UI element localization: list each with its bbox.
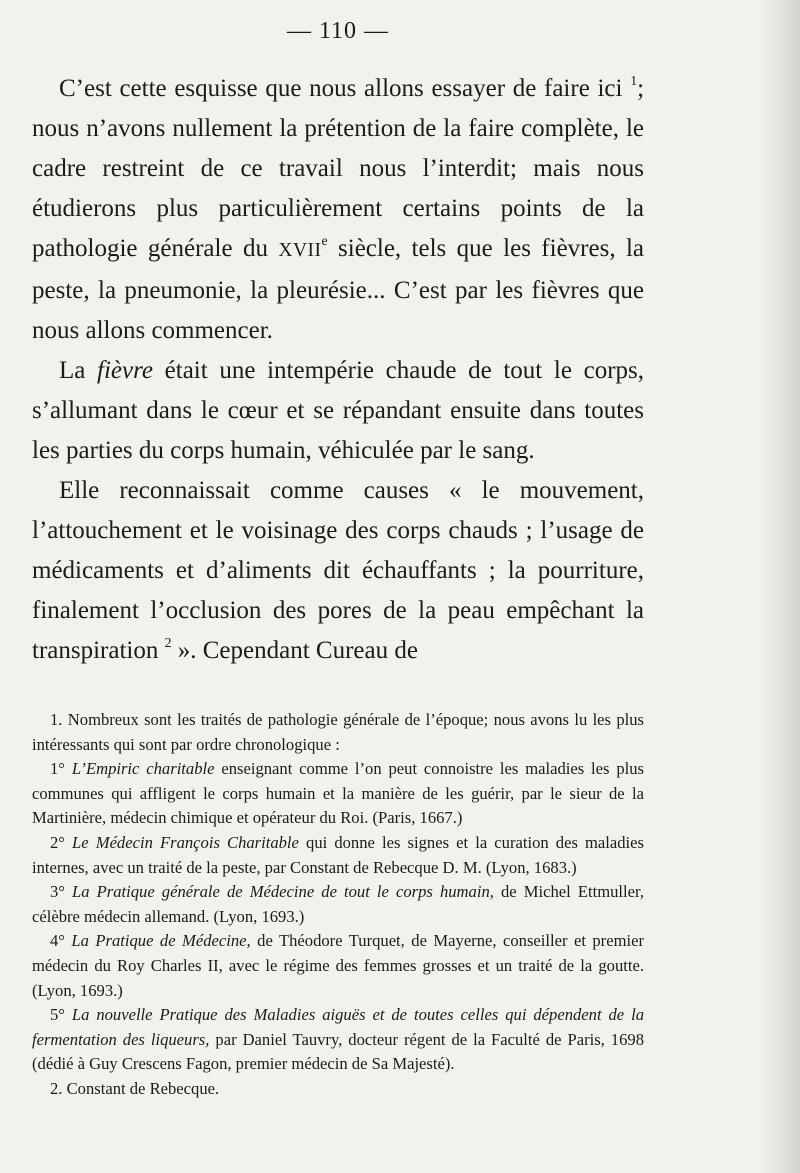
- footnote-2-marker: 2.: [50, 1078, 63, 1098]
- paragraph-2-text-b: était une intempérie chaude de tout le corps, s’allumant dans le cœur et se répandant ensuite dans toutes les parties du corps humain, véhiculée par le sang.: [32, 357, 644, 464]
- paragraph-1: [32, 69, 644, 351]
- paragraph-3-text-a: Elle reconnaissait comme causes « le mouvement, l’attouchement et le voisinage des corps chauds ; l’usage de médicaments et d’aliments dit échauffants ; la pourriture, finalement l’occlusion des pores de la peau empêchant la transpiration: [32, 477, 644, 664]
- item-number: 3°: [50, 882, 65, 902]
- paragraph-1-text-c: siècle, tels que les fièvres, la peste, la pneumonie, la pleurésie... C’est par les fièvres que nous allons commencer.: [32, 235, 645, 344]
- item-text: de Michel Ettmuller, célèbre médecin allemand. (Lyon, 1693.): [32, 882, 644, 926]
- footnote-1-item-1: [32, 757, 644, 831]
- page-number: — 110 —: [286, 18, 390, 44]
- item-title: Le Médecin François Charitable: [72, 832, 299, 852]
- footnote-2: [32, 1077, 644, 1102]
- item-number: 5°: [50, 1005, 65, 1025]
- paragraph-1-text-a: C’est cette esquisse que nous allons essayer de faire ici: [59, 75, 623, 102]
- item-number: 2°: [50, 832, 65, 852]
- paragraph-2: [32, 351, 644, 471]
- footnote-1-item-3: [32, 880, 644, 929]
- paragraph-1-text-b: ; nous n’avons nullement la prétention de la faire complète, le cadre restreint de ce travail nous l’interdit; mais nous étudierons plus particulièrement certains points de la pathologie générale du: [32, 75, 645, 262]
- item-text: par Daniel Tauvry, docteur régent de la Faculté de Paris, 1698 (dédié à Guy Crescens Fagon, premier médecin de Sa Majesté).: [32, 1029, 644, 1074]
- item-number: 4°: [50, 931, 65, 951]
- book-page: [32, 18, 644, 1102]
- item-text: enseignant comme l’on peut connoistre les maladies les plus communes qui affligent le corps humain et la manière de les guérir, par le sieur de la Martinière, médecin chimique et opérateur du Roi. (Paris, 1667.): [32, 759, 645, 828]
- item-title: La Pratique générale de Médecine de tout le corps humain,: [72, 882, 494, 902]
- footnotes: [32, 708, 644, 1102]
- body-text: [32, 69, 644, 671]
- century-numeral: XVII: [278, 240, 322, 261]
- footnote-1-text: Nombreux sont les traités de pathologie générale de l’époque; nous avons lu les plus intéressants qui sont par ordre chronologique :: [32, 710, 645, 754]
- century-suffix: e: [321, 233, 328, 249]
- item-text: qui donne les signes et la curation des maladies internes, avec un traité de la peste, par Constant de Rebecque D. M. (Lyon, 1683.): [32, 832, 644, 877]
- item-text: de Théodore Turquet, de Mayerne, conseiller et premier médecin du Roy Charles II, avec le régime des femmes grosses et un traité de la goutte. (Lyon, 1693.): [32, 931, 644, 1000]
- footnote-1: [32, 708, 644, 757]
- footnote-1-item-2: [32, 831, 644, 880]
- item-title: La Pratique de Médecine,: [71, 931, 251, 951]
- footnote-ref-1[interactable]: 1: [630, 73, 638, 89]
- footnote-1-item-5: [32, 1003, 644, 1077]
- paragraph-3: [32, 471, 644, 671]
- item-title: La nouvelle Pratique des Maladies aiguës et de toutes celles qui dépendent de la fermentation des liqueurs,: [32, 1005, 644, 1049]
- item-title: L’Empiric charitable: [71, 759, 215, 779]
- paragraph-2-emphasis: fièvre: [97, 357, 154, 384]
- page-edge-shadow: [760, 0, 800, 1173]
- paragraph-3-text-b: ». Cependant Cureau de: [177, 637, 418, 664]
- item-number: 1°: [50, 759, 65, 779]
- footnote-1-item-4: [32, 929, 644, 1003]
- footnote-ref-2[interactable]: 2: [164, 635, 172, 651]
- footnote-2-text: Constant de Rebecque.: [66, 1078, 220, 1098]
- paragraph-2-text-a: La: [59, 357, 86, 384]
- footnote-1-marker: 1.: [50, 710, 63, 729]
